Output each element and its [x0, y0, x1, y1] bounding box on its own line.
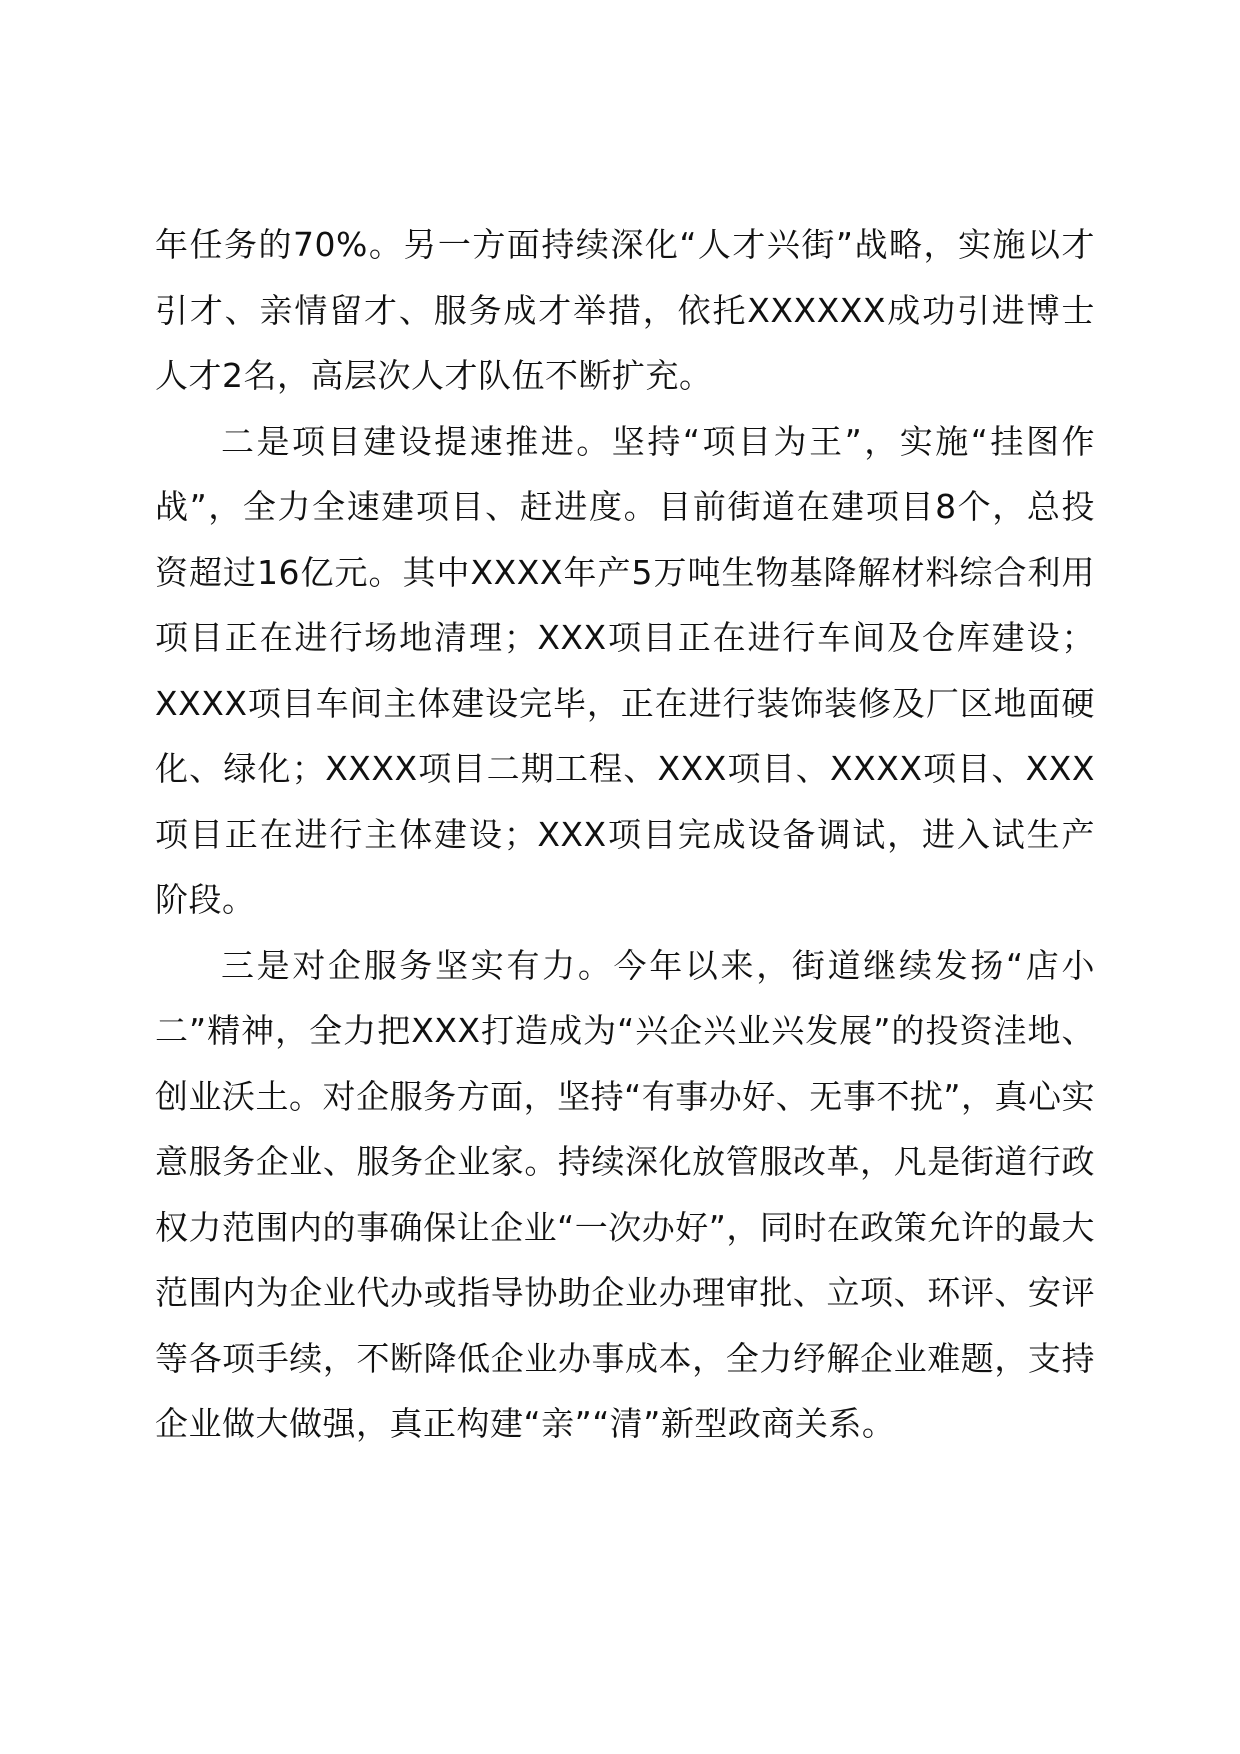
document-body — [155, 212, 1095, 1457]
paragraph-project-construction: 二是项目建设提速推进。坚持“项目为王”，实施“挂图作战”，全力全速建项目、赶进度。目前街道在建项目8个，总投资超过16亿元。其中XXXX年产5万吨生物基降解材料综合利用项目正在进行场地清理；XXX项目正在进行车间及仓库建设；XXXX项目车间主体建设完毕，正在进行装饰装修及厂区地面硬化、绿化；XXXX项目二期工程、XXX项目、XXXX项目、XXX项目正在进行主体建设；XXX项目完成设备调试，进入试生产阶段。 — [155, 421, 1095, 919]
paragraph-enterprise-service: 三是对企服务坚实有力。今年以来，街道继续发扬“店小二”精神，全力把XXX打造成为“兴企兴业兴发展”的投资洼地、创业沃土。对企服务方面，坚持“有事办好、无事不扰”，真心实意服务企业、服务企业家。持续深化放管服改革，凡是街道行政权力范围内的事确保让企业“一次办好”，同时在政策允许的最大范围内为企业代办或指导协助企业办理审批、立项、环评、安评等各项手续，不断降低企业办事成本，全力纾解企业难题，支持企业做大做强，真正构建“亲”“清”新型政商关系。 — [155, 945, 1095, 1443]
paragraph-continuation: 年任务的70%。另一方面持续深化“人才兴街”战略，实施以才引才、亲情留才、服务成才举措，依托XXXXXX成功引进博士人才2名，高层次人才队伍不断扩充。 — [155, 225, 1095, 395]
